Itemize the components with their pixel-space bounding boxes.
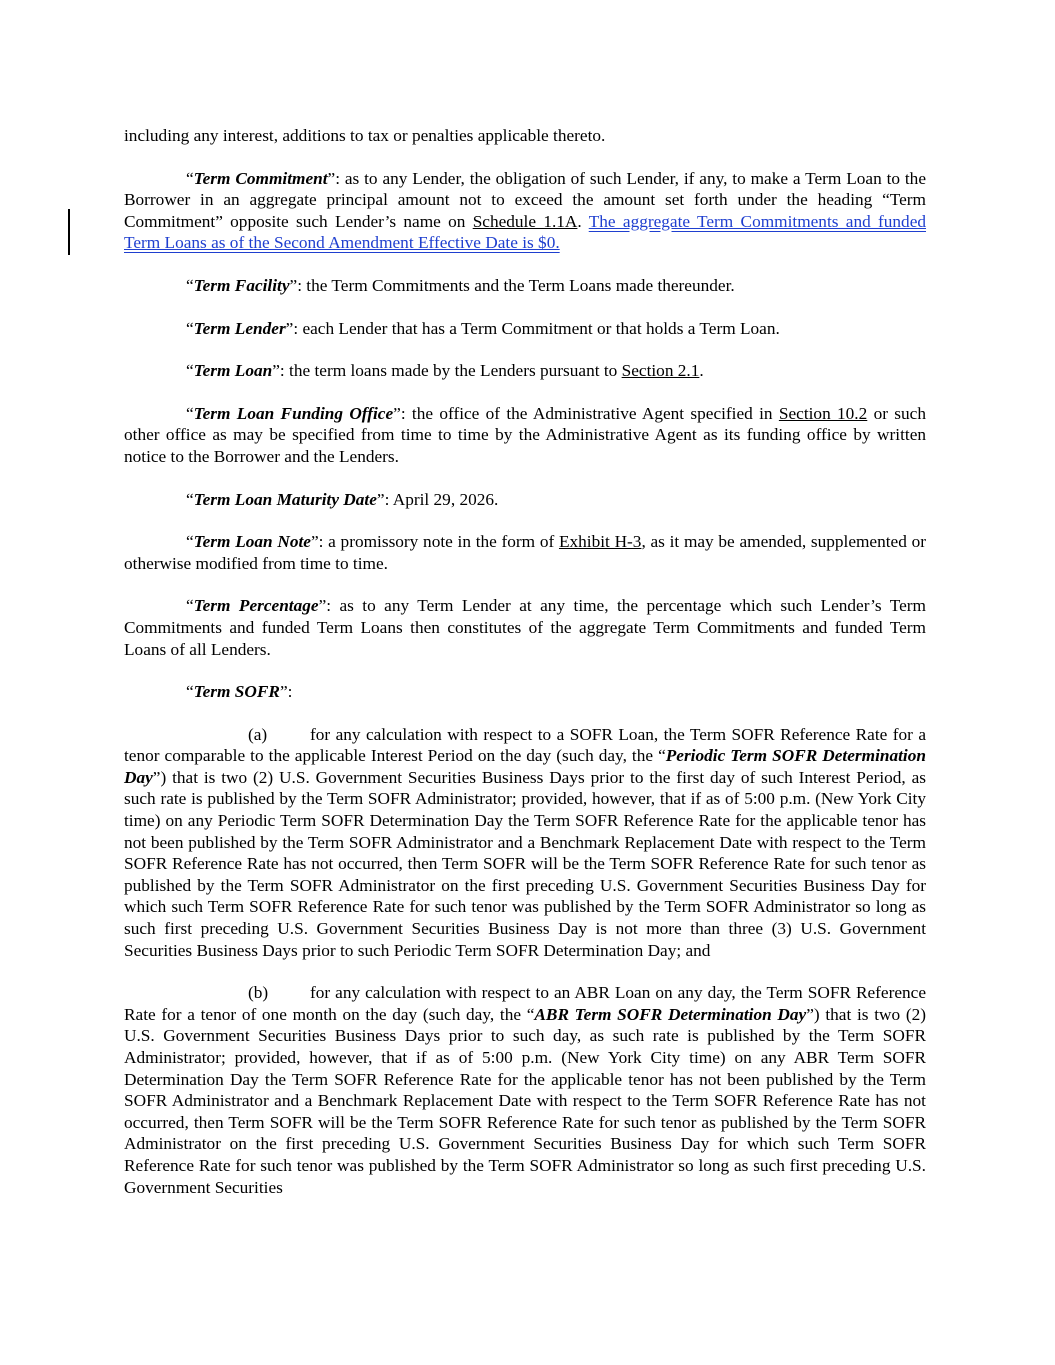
revision-change-bar: [68, 209, 70, 255]
clause-a: (a) for any calculation with respect to a SOFR Loan, the Term SOFR Reference Rate for a tenor comparable to the applicable Interest Period on the day (such day, the “Periodic Term SOFR Determination Day”) that is two (2) U.S. Government Securities Business Days prior to the first day of such Interest Period, as such rate is published by the Term SOFR Administrator; provided, however, that if as of 5:00 p.m. (New York City time) on any Periodic Term SOFR Determination Day the Term SOFR Reference Rate for the applicable tenor has not been published by the Term SOFR Administrator and a Benchmark Replacement Date with respect to the Term SOFR Reference Rate has not occurred, then Term SOFR will be the Term SOFR Reference Rate for such tenor as published by the Term SOFR Administrator on the first preceding U.S. Government Securities Business Day for which such Term SOFR Reference Rate for such tenor was published by the Term SOFR Administrator so long as such first preceding U.S. Government Securities Business Day is not more than three (3) U.S. Government Securities Business Days prior to such Periodic Term SOFR Determination Day; and: [124, 724, 926, 960]
defined-term: Term Loan Funding Office: [193, 403, 394, 423]
defined-term: Periodic Term SOFR Determination Day: [124, 746, 926, 787]
clause-b: (b) for any calculation with respect to an ABR Loan on any day, the Term SOFR Reference Rate for a tenor of one month on the day (such day, the “ABR Term SOFR Determination Day”) that is two (2) U.S. Government Securities Business Days prior to such day, as such rate is published by the Term SOFR Administrator; provided, however, that if as of 5:00 p.m. (New York City time) on any ABR Term SOFR Determination Day the Term SOFR Reference Rate for the applicable tenor has not been published by the Term SOFR Administrator and a Benchmark Replacement Date with respect to the Term SOFR Reference Rate has not occurred, then Term SOFR will be the Term SOFR Reference Rate for such tenor as published by the Term SOFR Administrator on the first preceding U.S. Government Securities Business Day for which such Term SOFR Reference Rate for such tenor was published by the Term SOFR Administrator so long as such first preceding U.S. Government Securities: [124, 983, 926, 1197]
defined-term: Term SOFR: [193, 682, 280, 702]
paragraph-continuation: including any interest, additions to tax or penalties applicable thereto.: [124, 126, 606, 145]
defined-term: Term Loan: [193, 361, 273, 381]
clause-label: (b): [248, 983, 269, 1003]
defined-term: Term Lender: [193, 318, 286, 338]
defined-term: Term Percentage: [193, 596, 319, 616]
definition-term-loan: “Term Loan”: the term loans made by the Lenders pursuant to Section 2.1.: [186, 361, 704, 381]
defined-term: Term Loan Maturity Date: [193, 489, 377, 509]
section-reference: Section 10.2: [778, 403, 868, 423]
definition-term-lender: “Term Lender”: each Lender that has a Term Commitment or that holds a Term Loan.: [186, 318, 780, 338]
definition-term-commitment: “Term Commitment”: as to any Lender, the obligation of such Lender, if any, to make a Term Loan to the Borrower in an aggregate principal amount not to exceed the amount set forth under the heading “Term Commitment” opposite such Lender’s name on Schedule 1.1A. The aggregate Term Commitments and funded Term Loans as of the Second Amendment Effective Date is $0.: [124, 168, 927, 253]
inserted-text-revision: The aggregate Term Commitments and funded Term Loans as of the Second Amendment Effective Date is $0.: [124, 211, 927, 253]
definition-term-loan-note: “Term Loan Note”: a promissory note in the form of Exhibit H-3, as it may be amended, supplemented or otherwise modified from time to time.: [124, 532, 926, 573]
definition-term-loan-maturity-date: “Term Loan Maturity Date”: April 29, 2026.: [186, 489, 499, 509]
clause-label: (a): [248, 724, 268, 744]
definition-term-percentage: “Term Percentage”: as to any Term Lender at any time, the percentage which such Lender’s Term Commitments and funded Term Loans then constitutes of the aggregate Term Commitments and funded Term Loans of all Lenders.: [124, 596, 926, 659]
definition-term-loan-funding-office: “Term Loan Funding Office”: the office of the Administrative Agent specified in Section 10.2 or such other office as may be specified from time to time by the Administrative Agent as its funding office by written notice to the Borrower and the Lenders.: [124, 403, 926, 466]
defined-term: Term Facility: [193, 275, 290, 295]
defined-term: Term Loan Note: [193, 532, 311, 552]
document-body: [124, 125, 926, 1219]
defined-term: ABR Term SOFR Determination Day: [534, 1004, 807, 1024]
exhibit-reference: Exhibit H-3: [558, 532, 642, 552]
definition-term-facility: “Term Facility”: the Term Commitments and the Term Loans made thereunder.: [186, 275, 735, 295]
section-reference: Section 2.1: [621, 361, 700, 381]
definition-term-sofr: “Term SOFR”:: [186, 682, 293, 702]
defined-term: Term Commitment: [193, 168, 328, 188]
schedule-reference: Schedule 1.1A: [472, 211, 578, 231]
